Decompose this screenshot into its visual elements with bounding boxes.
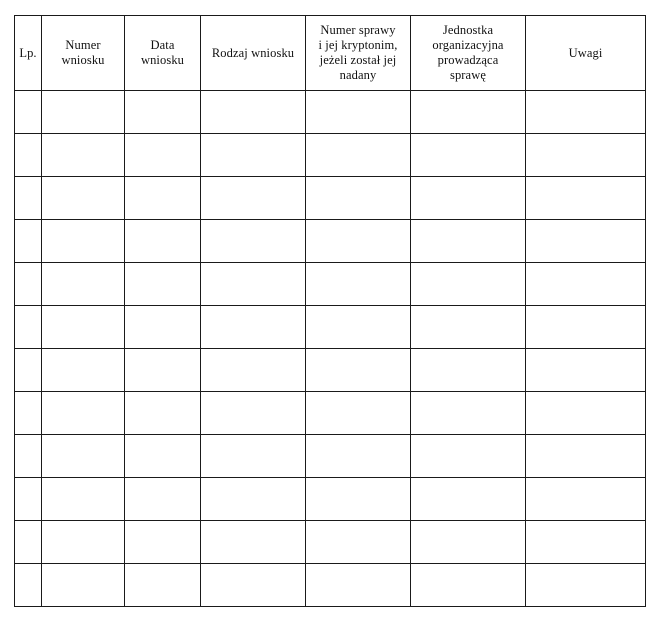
table-cell[interactable]: [306, 349, 411, 392]
table-cell[interactable]: [125, 392, 201, 435]
table-cell[interactable]: [526, 177, 646, 220]
table-cell[interactable]: [125, 564, 201, 607]
table-cell[interactable]: [125, 134, 201, 177]
table-cell[interactable]: [526, 392, 646, 435]
table-cell[interactable]: [125, 478, 201, 521]
table-cell[interactable]: [125, 263, 201, 306]
table-cell[interactable]: [526, 91, 646, 134]
table-cell[interactable]: [526, 435, 646, 478]
table-cell[interactable]: [42, 134, 125, 177]
table-row: [15, 435, 646, 478]
table-cell[interactable]: [15, 306, 42, 349]
table-cell[interactable]: [15, 392, 42, 435]
table-cell[interactable]: [42, 306, 125, 349]
table-cell[interactable]: [201, 306, 306, 349]
table-cell[interactable]: [306, 91, 411, 134]
table-cell[interactable]: [15, 564, 42, 607]
table-cell[interactable]: [42, 392, 125, 435]
table-cell[interactable]: [125, 220, 201, 263]
table-row: [15, 478, 646, 521]
table-cell[interactable]: [526, 263, 646, 306]
table-row: [15, 564, 646, 607]
table-cell[interactable]: [201, 263, 306, 306]
table-cell[interactable]: [411, 220, 526, 263]
header-organizational-unit: Jednostka organizacyjna prowadząca sprawę: [411, 16, 526, 91]
table-cell[interactable]: [125, 435, 201, 478]
table-cell[interactable]: [526, 220, 646, 263]
header-notes: Uwagi: [526, 16, 646, 91]
table-cell[interactable]: [15, 521, 42, 564]
table-cell[interactable]: [526, 134, 646, 177]
table-cell[interactable]: [42, 349, 125, 392]
table-cell[interactable]: [306, 392, 411, 435]
table-row: [15, 306, 646, 349]
table-cell[interactable]: [15, 263, 42, 306]
table-cell[interactable]: [306, 134, 411, 177]
table-cell[interactable]: [201, 478, 306, 521]
header-application-number: Numer wniosku: [42, 16, 125, 91]
table-row: [15, 134, 646, 177]
table-cell[interactable]: [125, 177, 201, 220]
table-cell[interactable]: [42, 478, 125, 521]
table-cell[interactable]: [411, 564, 526, 607]
table-cell[interactable]: [42, 177, 125, 220]
table-cell[interactable]: [125, 521, 201, 564]
table-cell[interactable]: [15, 220, 42, 263]
table-row: [15, 392, 646, 435]
table-cell[interactable]: [526, 349, 646, 392]
table-row: [15, 263, 646, 306]
table-cell[interactable]: [15, 349, 42, 392]
table-cell[interactable]: [201, 435, 306, 478]
table-cell[interactable]: [306, 220, 411, 263]
table-cell[interactable]: [306, 177, 411, 220]
table-cell[interactable]: [15, 177, 42, 220]
table-cell[interactable]: [125, 91, 201, 134]
table-cell[interactable]: [201, 392, 306, 435]
table-cell[interactable]: [42, 564, 125, 607]
table-cell[interactable]: [42, 220, 125, 263]
table-row: [15, 349, 646, 392]
table-cell[interactable]: [201, 521, 306, 564]
table-cell[interactable]: [42, 435, 125, 478]
table-cell[interactable]: [411, 478, 526, 521]
table-cell[interactable]: [201, 349, 306, 392]
table-cell[interactable]: [201, 220, 306, 263]
header-lp: Lp.: [15, 16, 42, 91]
table-cell[interactable]: [306, 521, 411, 564]
table-cell[interactable]: [411, 306, 526, 349]
table-cell[interactable]: [15, 435, 42, 478]
table-cell[interactable]: [306, 435, 411, 478]
table-cell[interactable]: [201, 91, 306, 134]
table-cell[interactable]: [201, 134, 306, 177]
table-header-row: [15, 16, 646, 91]
table-row: [15, 521, 646, 564]
table-cell[interactable]: [411, 263, 526, 306]
table-row: [15, 91, 646, 134]
table-cell[interactable]: [201, 564, 306, 607]
table-cell[interactable]: [42, 91, 125, 134]
table-cell[interactable]: [526, 478, 646, 521]
header-case-number: Numer sprawy i jej kryptonim, jeżeli został jej nadany: [306, 16, 411, 91]
table-cell[interactable]: [411, 134, 526, 177]
table-cell[interactable]: [306, 306, 411, 349]
table-cell[interactable]: [306, 263, 411, 306]
table-cell[interactable]: [42, 521, 125, 564]
table-cell[interactable]: [411, 349, 526, 392]
table-cell[interactable]: [411, 177, 526, 220]
table-cell[interactable]: [306, 564, 411, 607]
table-cell[interactable]: [15, 91, 42, 134]
table-row: [15, 220, 646, 263]
table-cell[interactable]: [125, 306, 201, 349]
table-cell[interactable]: [411, 521, 526, 564]
table-cell[interactable]: [526, 306, 646, 349]
table-body: [15, 91, 646, 607]
table-cell[interactable]: [526, 521, 646, 564]
table-cell[interactable]: [411, 392, 526, 435]
table-cell[interactable]: [306, 478, 411, 521]
table-cell[interactable]: [201, 177, 306, 220]
table-cell[interactable]: [15, 134, 42, 177]
header-application-date: Data wniosku: [125, 16, 201, 91]
header-application-type: Rodzaj wniosku: [201, 16, 306, 91]
table-row: [15, 177, 646, 220]
table-cell[interactable]: [15, 478, 42, 521]
table-cell[interactable]: [411, 435, 526, 478]
table-cell[interactable]: [42, 263, 125, 306]
table-cell[interactable]: [125, 349, 201, 392]
table-cell[interactable]: [526, 564, 646, 607]
table-cell[interactable]: [411, 91, 526, 134]
applications-register-table: [14, 15, 646, 607]
